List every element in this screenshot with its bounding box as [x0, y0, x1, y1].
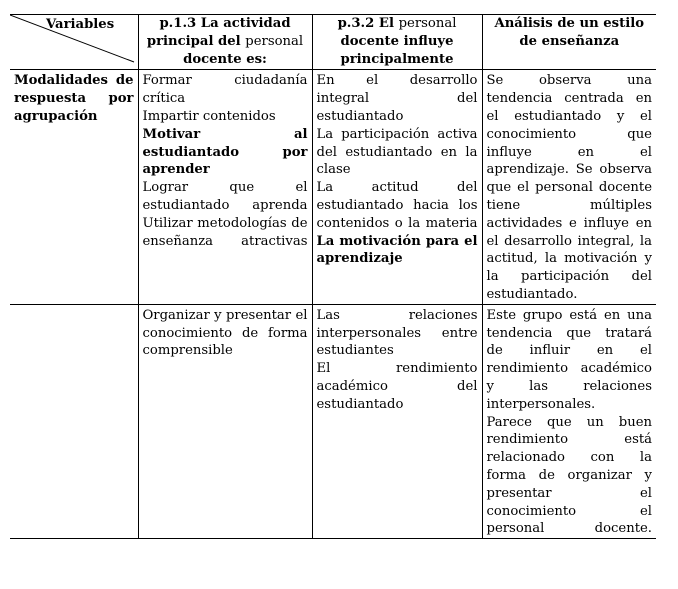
row1-variable: Modalidades de respuesta por agrupación — [10, 70, 138, 304]
row1-col1 — [138, 70, 312, 304]
header-col2-docente: docente influye principalmente — [340, 33, 454, 67]
list-item: En el desarrollo integral del estudiantado — [316, 73, 478, 124]
list-item: La actitud del estudiantado hacia los contenidos o la materia — [316, 180, 478, 231]
header-variables-cell — [10, 15, 138, 70]
header-col2-title: p.3.2 El — [337, 16, 394, 31]
row2-analysis — [482, 304, 656, 538]
table-row — [10, 304, 656, 538]
list-item: La participación activa del estudiantado en la clase — [316, 126, 478, 178]
list-item: El rendimiento académico del estudiantado — [316, 361, 478, 412]
list-item: La motivación para el aprendizaje — [316, 233, 478, 267]
header-col1-docente: docente es: — [183, 51, 267, 67]
list-item: Lograr que el estudiantado aprenda — [142, 180, 308, 213]
header-col1-title: p.1.3 La actividad principal del — [146, 16, 291, 49]
header-col2 — [312, 15, 482, 70]
list-item: Motivar al estudiantado por aprender — [142, 126, 308, 178]
analysis-paragraph: Parece que un buen rendimiento está relacionado con la forma de organizar y presentar el conocimiento el personal docente. — [486, 414, 652, 537]
header-variables: Variables — [46, 17, 115, 32]
row2-variable — [10, 304, 138, 538]
list-item: Impartir contenidos — [142, 108, 276, 124]
analysis-paragraph: Este grupo está en una tendencia que tratará de influir en el rendimiento académico y las relaciones interpersonales. — [486, 307, 652, 412]
analysis-table — [10, 14, 656, 539]
table-row — [10, 70, 656, 304]
row2-col2 — [312, 304, 482, 538]
list-item: Utilizar metodologías de enseñanza atractivas — [142, 215, 308, 249]
list-item: Organizar y presentar el conocimiento de forma comprensible — [142, 307, 308, 359]
header-col3: Análisis de un estilo de enseñanza — [482, 15, 656, 70]
row2-col1 — [138, 304, 312, 538]
list-item: Las relaciones interpersonales entre estudiantes — [316, 307, 478, 359]
row1-col2 — [312, 70, 482, 304]
list-item: Formar ciudadanía crítica — [142, 73, 308, 107]
header-col2-personal: personal — [398, 16, 457, 31]
row1-analysis: Se observa una tendencia centrada en el estudiantado y el conocimiento que influye en el aprendizaje. Se observa que el personal docente tiene múltiples actividades e influye en el desarrollo integral, la actitud, la motivación y la participación del estudiantado. — [482, 70, 656, 304]
header-row — [10, 15, 656, 70]
header-col1-personal: personal — [245, 33, 304, 49]
header-col1 — [138, 15, 312, 70]
